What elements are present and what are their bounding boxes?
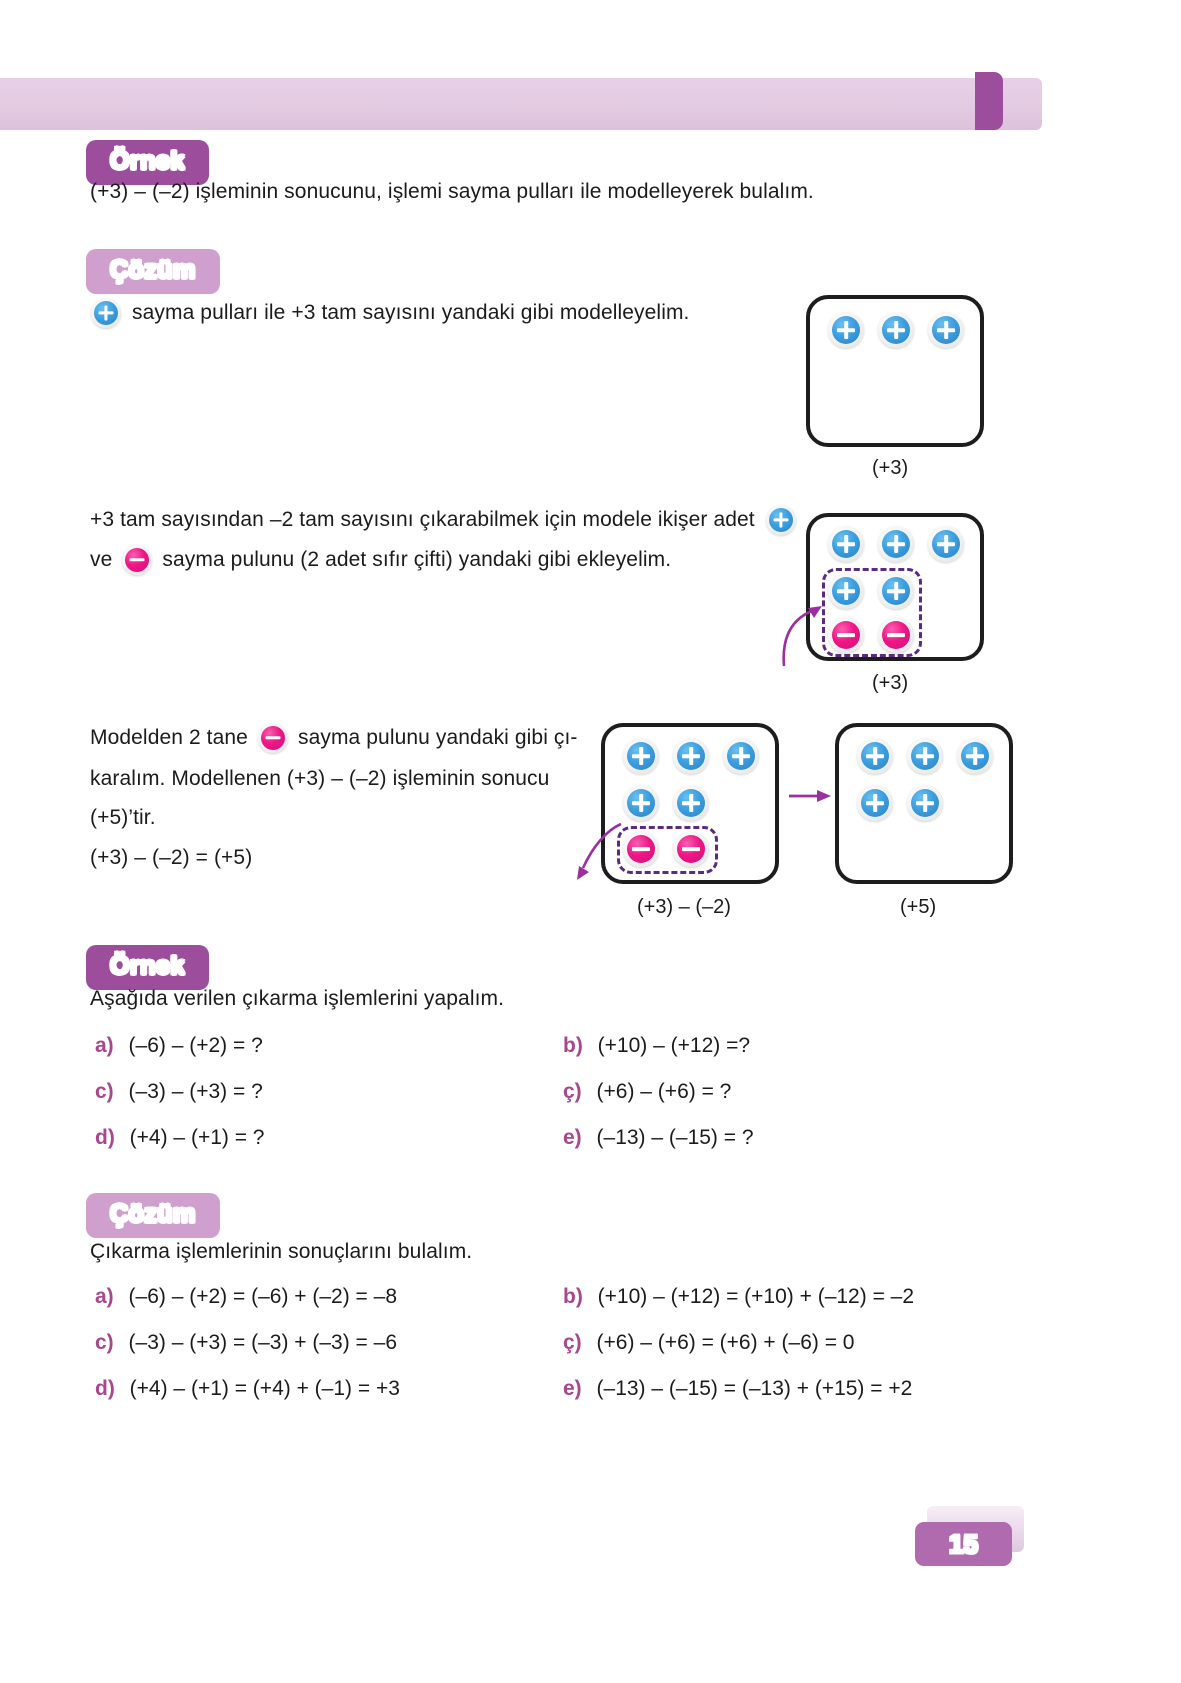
- item-marker: a): [95, 1285, 114, 1308]
- model1-caption: (+3): [872, 457, 909, 479]
- chip-plus-inline-2: [766, 505, 796, 535]
- solution1-step1-text: sayma pulları ile +3 tam sayısını yandaki gibi modelleyelim.: [132, 301, 690, 324]
- solution1-step3-line2: karalım. Modellenen (+3) – (–2) işleminin sonucu: [90, 767, 550, 790]
- chip-plus: [878, 312, 914, 348]
- model-box-1: [806, 295, 984, 447]
- item-text: (–13) – (–15) = (–13) + (+15) = +2: [596, 1377, 913, 1400]
- header-tab-marker: [975, 72, 1003, 130]
- example2-item-e: [563, 1126, 754, 1150]
- solution2-item-a: [95, 1285, 397, 1309]
- item-marker: a): [95, 1034, 114, 1057]
- chip-plus: [857, 738, 893, 774]
- item-marker: b): [563, 1034, 583, 1057]
- item-marker: c): [95, 1080, 114, 1103]
- example2-item-b: [563, 1034, 750, 1058]
- chip-plus: [857, 785, 893, 821]
- item-text: (–3) – (+3) = (–3) + (–3) = –6: [128, 1331, 397, 1354]
- solution2-item-c: [95, 1331, 397, 1355]
- chip-minus-inline-2: [258, 723, 288, 753]
- item-text: (+4) – (+1) = ?: [129, 1126, 265, 1149]
- item-marker: ç): [563, 1331, 582, 1354]
- model4-caption: (+5): [900, 896, 937, 918]
- item-text: (–6) – (+2) = ?: [128, 1034, 263, 1057]
- chip-minus: [673, 831, 709, 867]
- item-text: (–13) – (–15) = ?: [596, 1126, 754, 1149]
- chip-plus: [828, 526, 864, 562]
- page-number: 15: [915, 1522, 1012, 1566]
- item-marker: ç): [563, 1080, 582, 1103]
- chip-plus: [673, 738, 709, 774]
- item-marker: e): [563, 1377, 582, 1400]
- chip-plus: [907, 738, 943, 774]
- solution2-item-e: [563, 1377, 912, 1401]
- item-text: (+10) – (+12) = (+10) + (–12) = –2: [597, 1285, 915, 1308]
- chip-plus: [828, 312, 864, 348]
- item-text: (+6) – (+6) = (+6) + (–6) = 0: [596, 1331, 855, 1354]
- chip-plus: [907, 785, 943, 821]
- chip-plus: [878, 573, 914, 609]
- arrow-into-model2-icon: [778, 590, 838, 670]
- chip-plus: [928, 312, 964, 348]
- badge-ornek-1: Örnek: [86, 140, 209, 185]
- model-box-4: [835, 723, 1013, 884]
- model2-caption: (+3): [872, 672, 909, 694]
- chip-plus: [928, 526, 964, 562]
- chip-plus: [623, 785, 659, 821]
- arrow-out-of-model3-icon: [563, 818, 633, 898]
- item-text: (–3) – (+3) = ?: [128, 1080, 263, 1103]
- solution2-statement: Çıkarma işlemlerinin sonuçlarını bulalım.: [90, 1240, 473, 1263]
- example2-item-d: [95, 1126, 265, 1150]
- solution2-item-c2: [563, 1331, 855, 1355]
- item-marker: c): [95, 1331, 114, 1354]
- example2-statement: Aşağıda verilen çıkarma işlemlerini yapalım.: [90, 987, 505, 1010]
- solution1-step3-line1-pre: Modelden 2 tane: [90, 726, 248, 749]
- example1-statement: (+3) – (–2) işleminin sonucunu, işlemi sayma pulları ile modelleyerek bulalım.: [90, 180, 814, 203]
- chip-plus: [957, 738, 993, 774]
- chip-minus-inline-1: [122, 545, 152, 575]
- badge-cozum-1: Çözüm: [86, 249, 220, 294]
- item-marker: d): [95, 1377, 115, 1400]
- example2-item-c: [95, 1080, 263, 1104]
- example2-item-a: [95, 1034, 263, 1058]
- example2-item-c2: [563, 1080, 731, 1104]
- header-band: [0, 78, 1042, 130]
- chip-minus: [878, 617, 914, 653]
- item-marker: e): [563, 1126, 582, 1149]
- arrow-right-icon: [789, 786, 833, 806]
- item-text: (+4) – (+1) = (+4) + (–1) = +3: [129, 1377, 400, 1400]
- solution2-item-d: [95, 1377, 400, 1401]
- solution1-step2-line1: +3 tam sayısından –2 tam sayısını çıkarabilmek için modele ikişer adet: [90, 508, 755, 531]
- solution1-step3-line1-post: sayma pulunu yandaki gibi çı-: [297, 726, 578, 749]
- chip-plus: [723, 738, 759, 774]
- badge-ornek-2: Örnek: [86, 945, 209, 990]
- solution2-item-b: [563, 1285, 914, 1309]
- model3-caption: (+3) – (–2): [637, 896, 731, 918]
- solution1-step2-line2-pre: ve: [90, 548, 113, 571]
- chip-plus: [673, 785, 709, 821]
- chip-plus-inline-1: [91, 298, 121, 328]
- chip-plus: [878, 526, 914, 562]
- item-text: (+6) – (+6) = ?: [596, 1080, 732, 1103]
- badge-cozum-2: Çözüm: [86, 1193, 220, 1238]
- item-marker: d): [95, 1126, 115, 1149]
- solution1-step3-line4: (+3) – (–2) = (+5): [90, 846, 253, 869]
- item-text: (+10) – (+12) =?: [597, 1034, 751, 1057]
- chip-plus: [623, 738, 659, 774]
- item-text: (–6) – (+2) = (–6) + (–2) = –8: [128, 1285, 397, 1308]
- solution1-step3-line3: (+5)’tir.: [90, 806, 156, 829]
- solution1-step2-line2-post: sayma pulunu (2 adet sıfır çifti) yandaki gibi ekleyelim.: [162, 548, 672, 571]
- item-marker: b): [563, 1285, 583, 1308]
